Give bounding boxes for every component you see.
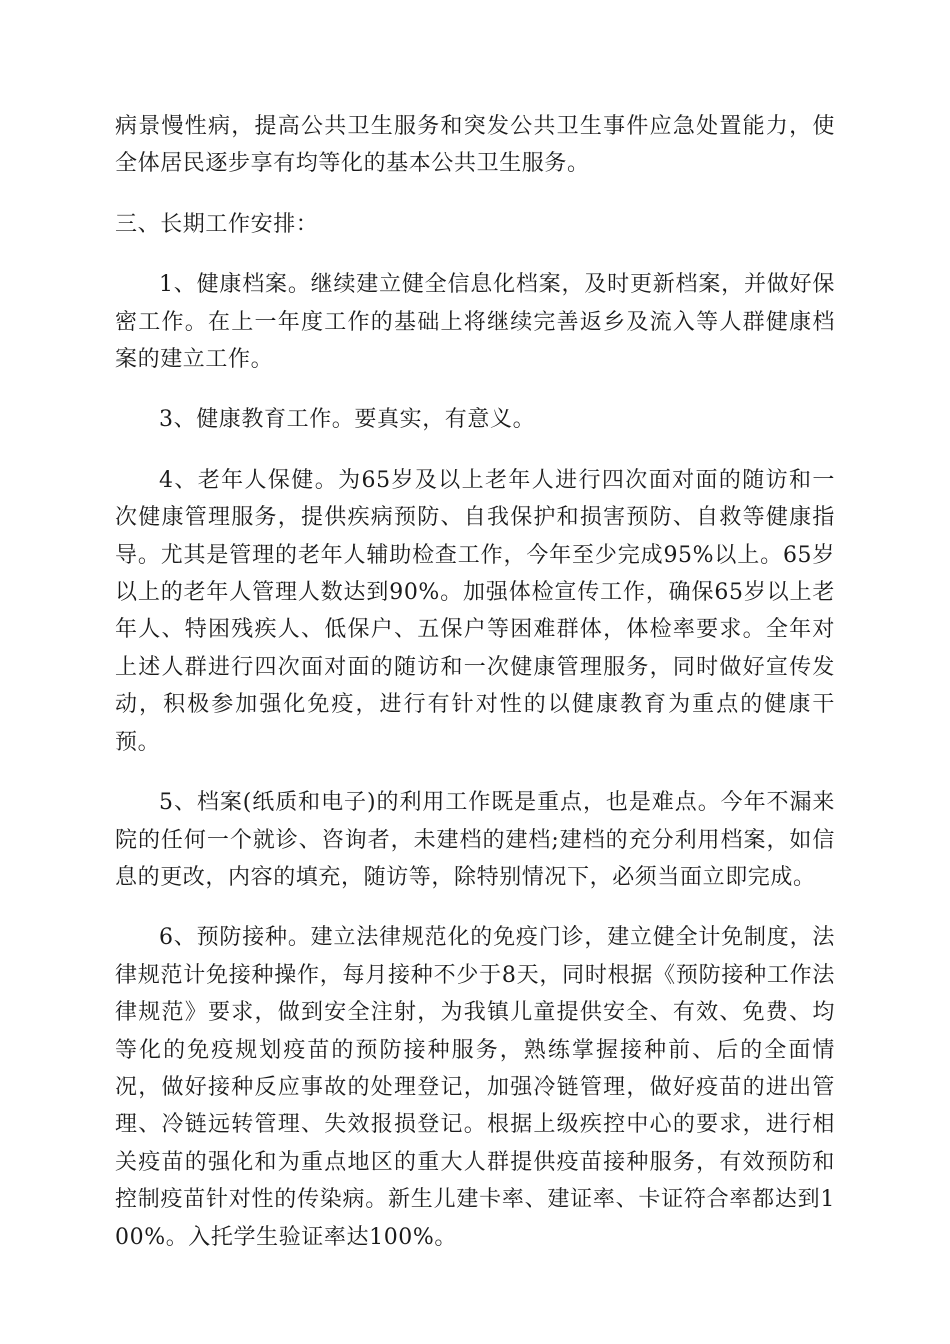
paragraph-item-health-records: 1、健康档案。继续建立健全信息化档案，及时更新档案，并做好保密工作。在上一年度工作的基础上将继续完善返乡及流入等人群健康档案的建立工作。 — [115, 272, 835, 373]
paragraph-item-health-education: 3、健康教育工作。要真实，有意义。 — [159, 407, 536, 433]
paragraph-item-vaccination: 6、预防接种。建立法律规范化的免疫门诊，建立健全计免制度，法律规范计免接种操作，每月接种不少于8天，同时根据《预防接种工作法律规范》要求，做到安全注射，为我镇儿童提供安全、有效、免费、均等化的免疫规划疫苗的预防接种服务，熟练掌握接种前、后的全面情况，做好接种反应事故的处理登记，加强冷链管理，做好疫苗的进出管理、冷链远转管理、失效报损登记。根据上级疾控中心的要求，进行相关疫苗的强化和为重点地区的重大人群提供疫苗接种服务，有效预防和控制疫苗针对性的传染病。新生儿建卡率、建证率、卡证符合率都达到100%。入托学生验证率达100%。 — [115, 925, 835, 1250]
paragraph-item-elderly-care: 4、老年人保健。为65岁及以上老年人进行四次面对面的随访和一次健康管理服务，提供疾病预防、自我保护和损害预防、自救等健康指导。尤其是管理的老年人辅助检查工作，今年至少完成95%以上。65岁以上的老年人管理人数达到90%。加强体检宣传工作，确保65岁以上老年人、特困残疾人、低保户、五保户等困难群体，体检率要求。全年对上述人群进行四次面对面的随访和一次健康管理服务，同时做好宣传发动，积极参加强化免疫，进行有针对性的以健康教育为重点的健康干预。 — [115, 467, 835, 755]
document-body — [115, 108, 835, 1279]
paragraph-item-records-utilization: 5、档案(纸质和电子)的利用工作既是重点，也是难点。今年不漏来院的任何一个就诊、咨询者，未建档的建档;建档的充分利用档案，如信息的更改，内容的填充，随访等，除特别情况下，必须当面立即完成。 — [115, 790, 835, 890]
paragraph-continuation: 病景慢性病，提高公共卫生服务和突发公共卫生事件应急处置能力，使全体居民逐步享有均等化的基本公共卫生服务。 — [115, 114, 835, 177]
section-heading-long-term-arrangements: 三、长期工作安排： — [115, 211, 319, 237]
